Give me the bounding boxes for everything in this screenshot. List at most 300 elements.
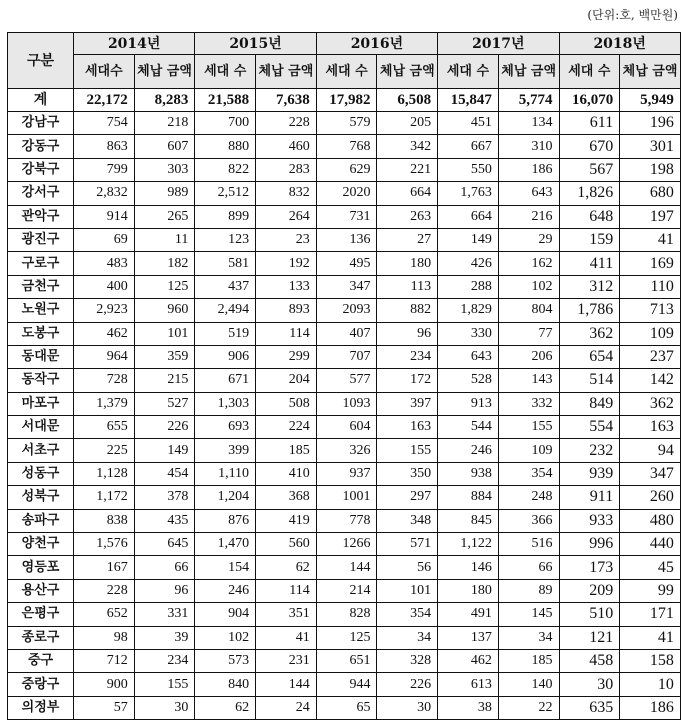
- households-cell: 544: [438, 416, 499, 439]
- households-cell: 670: [559, 135, 620, 158]
- households-cell: 944: [316, 673, 377, 696]
- table-row: [8, 299, 681, 322]
- arrears-amount-cell: 41: [620, 228, 681, 251]
- households-cell: 904: [195, 603, 256, 626]
- arrears-amount-cell: 99: [620, 579, 681, 602]
- arrears-amount-cell: 350: [377, 462, 438, 485]
- table-row: [8, 112, 681, 135]
- households-cell: 2,923: [74, 299, 135, 322]
- households-cell: 312: [559, 275, 620, 298]
- arrears-amount-cell: 645: [134, 533, 195, 556]
- arrears-amount-cell: 224: [256, 416, 317, 439]
- arrears-amount-cell: 186: [620, 696, 681, 719]
- district-name: 중구: [8, 649, 74, 672]
- arrears-amount-cell: 39: [134, 626, 195, 649]
- households-cell: 822: [195, 158, 256, 181]
- arrears-amount-cell: 23: [256, 228, 317, 251]
- district-name: 구로구: [8, 252, 74, 275]
- households-cell: 491: [438, 603, 499, 626]
- households-cell: 1,470: [195, 533, 256, 556]
- district-name: 용산구: [8, 579, 74, 602]
- households-cell: 996: [559, 533, 620, 556]
- households-cell: 651: [316, 649, 377, 672]
- district-name: 서초구: [8, 439, 74, 462]
- households-cell: 828: [316, 603, 377, 626]
- district-name: 동대문: [8, 345, 74, 368]
- households-cell: 914: [74, 205, 135, 228]
- district-name: 서대문: [8, 416, 74, 439]
- arrears-amount-cell: 226: [377, 673, 438, 696]
- table-row: [8, 626, 681, 649]
- district-name: 송파구: [8, 509, 74, 532]
- households-cell: 768: [316, 135, 377, 158]
- households-cell: 232: [559, 439, 620, 462]
- households-cell: 288: [438, 275, 499, 298]
- arrears-amount-cell: 169: [620, 252, 681, 275]
- arrears-amount-cell: 303: [134, 158, 195, 181]
- arrears-amount-cell: 310: [498, 135, 559, 158]
- households-header: 세대 수: [316, 55, 377, 89]
- arrears-amount-cell: 114: [256, 579, 317, 602]
- arrears-amount-cell: 301: [620, 135, 681, 158]
- arrears-amount-cell: 664: [377, 182, 438, 205]
- arrears-amount-cell: 378: [134, 486, 195, 509]
- arrears-amount-cell: 143: [498, 369, 559, 392]
- arrears-amount-cell: 197: [620, 205, 681, 228]
- households-cell: 167: [74, 556, 135, 579]
- households-cell: 573: [195, 649, 256, 672]
- households-cell: 407: [316, 322, 377, 345]
- households-cell: 330: [438, 322, 499, 345]
- households-cell: 462: [438, 649, 499, 672]
- year-header-row: [8, 33, 681, 55]
- arrears-amount-cell: 22: [498, 696, 559, 719]
- households-cell: 1,786: [559, 299, 620, 322]
- district-name: 강남구: [8, 112, 74, 135]
- arrears-amount-cell: 571: [377, 533, 438, 556]
- households-cell: 937: [316, 462, 377, 485]
- households-cell: 845: [438, 509, 499, 532]
- arrears-amount-cell: 145: [498, 603, 559, 626]
- households-cell: 154: [195, 556, 256, 579]
- arrears-amount-cell: 11: [134, 228, 195, 251]
- total-cell: 6,508: [377, 89, 438, 112]
- households-cell: 2,832: [74, 182, 135, 205]
- corner-header: 구분: [8, 33, 74, 89]
- arrears-amount-cell: 960: [134, 299, 195, 322]
- row-label: 계: [8, 89, 74, 112]
- year-header: 2014년: [74, 33, 195, 55]
- households-cell: 519: [195, 322, 256, 345]
- total-cell: 21,588: [195, 89, 256, 112]
- arrears-amount-cell: 264: [256, 205, 317, 228]
- year-header: 2015년: [195, 33, 316, 55]
- arrears-amount-cell: 62: [256, 556, 317, 579]
- arrears-amount-cell: 989: [134, 182, 195, 205]
- district-name: 영등포: [8, 556, 74, 579]
- arrears-amount-cell: 354: [377, 603, 438, 626]
- households-cell: 146: [438, 556, 499, 579]
- households-cell: 884: [438, 486, 499, 509]
- arrears-amount-cell: 218: [134, 112, 195, 135]
- arrears-amount-cell: 149: [134, 439, 195, 462]
- households-cell: 121: [559, 626, 620, 649]
- arrears-amount-cell: 216: [498, 205, 559, 228]
- district-name: 양천구: [8, 533, 74, 556]
- district-name: 금천구: [8, 275, 74, 298]
- district-name: 의정부: [8, 696, 74, 719]
- households-cell: 214: [316, 579, 377, 602]
- households-cell: 451: [438, 112, 499, 135]
- households-cell: 2,494: [195, 299, 256, 322]
- households-cell: 728: [74, 369, 135, 392]
- households-cell: 604: [316, 416, 377, 439]
- households-cell: 838: [74, 509, 135, 532]
- households-cell: 554: [559, 416, 620, 439]
- arrears-amount-cell: 140: [498, 673, 559, 696]
- households-cell: 799: [74, 158, 135, 181]
- households-cell: 629: [316, 158, 377, 181]
- table-row: [8, 509, 681, 532]
- arrears-amount-cell: 180: [377, 252, 438, 275]
- table-row: [8, 696, 681, 719]
- arrears-amount-cell: 27: [377, 228, 438, 251]
- arrears-amount-cell: 185: [256, 439, 317, 462]
- households-cell: 849: [559, 392, 620, 415]
- district-name: 강북구: [8, 158, 74, 181]
- households-header: 세대수: [74, 55, 135, 89]
- arrears-amount-cell: 283: [256, 158, 317, 181]
- arrears-amount-cell: 332: [498, 392, 559, 415]
- arrears-amount-cell: 109: [498, 439, 559, 462]
- arrears-amount-cell: 366: [498, 509, 559, 532]
- households-cell: 899: [195, 205, 256, 228]
- table-row: [8, 369, 681, 392]
- households-cell: 98: [74, 626, 135, 649]
- arrears-amount-cell: 96: [377, 322, 438, 345]
- arrears-amount-cell: 215: [134, 369, 195, 392]
- arrears-amount-cell: 113: [377, 275, 438, 298]
- households-cell: 913: [438, 392, 499, 415]
- sub-header-row: [8, 55, 681, 89]
- district-name: 마포구: [8, 392, 74, 415]
- households-header: 세대 수: [559, 55, 620, 89]
- arrears-amount-cell: 354: [498, 462, 559, 485]
- arrears-amount-cell: 196: [620, 112, 681, 135]
- arrears-amount-cell: 198: [620, 158, 681, 181]
- table-row: [8, 603, 681, 626]
- households-cell: 326: [316, 439, 377, 462]
- arrears-amount-cell: 94: [620, 439, 681, 462]
- households-cell: 911: [559, 486, 620, 509]
- arrears-amount-cell: 101: [134, 322, 195, 345]
- households-cell: 57: [74, 696, 135, 719]
- year-header: 2016년: [316, 33, 437, 55]
- arrears-amount-cell: 10: [620, 673, 681, 696]
- table-row: [8, 416, 681, 439]
- households-cell: 900: [74, 673, 135, 696]
- households-cell: 1093: [316, 392, 377, 415]
- arrears-amount-cell: 607: [134, 135, 195, 158]
- households-cell: 173: [559, 556, 620, 579]
- households-cell: 712: [74, 649, 135, 672]
- households-cell: 577: [316, 369, 377, 392]
- households-cell: 1266: [316, 533, 377, 556]
- households-cell: 1,303: [195, 392, 256, 415]
- households-cell: 483: [74, 252, 135, 275]
- table-row: [8, 182, 681, 205]
- households-cell: 1,576: [74, 533, 135, 556]
- arrears-amount-cell: 66: [134, 556, 195, 579]
- arrears-amount-cell: 163: [620, 416, 681, 439]
- households-cell: 1,826: [559, 182, 620, 205]
- arrears-amount-cell: 560: [256, 533, 317, 556]
- arrears-amount-cell: 155: [498, 416, 559, 439]
- table-row: [8, 392, 681, 415]
- arrears-amount-cell: 397: [377, 392, 438, 415]
- households-cell: 1,204: [195, 486, 256, 509]
- unit-note: (단위:호, 백만원): [587, 8, 678, 22]
- arrears-amount-cell: 102: [498, 275, 559, 298]
- arrears-amount-cell: 205: [377, 112, 438, 135]
- total-cell: 17,982: [316, 89, 377, 112]
- district-name: 강동구: [8, 135, 74, 158]
- households-cell: 1001: [316, 486, 377, 509]
- total-cell: 5,949: [620, 89, 681, 112]
- district-name: 강서구: [8, 182, 74, 205]
- households-cell: 643: [438, 345, 499, 368]
- households-cell: 510: [559, 603, 620, 626]
- arrears-amount-cell: 162: [498, 252, 559, 275]
- arrears-amount-cell: 171: [620, 603, 681, 626]
- households-cell: 700: [195, 112, 256, 135]
- table-row: [8, 533, 681, 556]
- households-cell: 144: [316, 556, 377, 579]
- arrears-amount-cell: 134: [498, 112, 559, 135]
- households-cell: 1,763: [438, 182, 499, 205]
- households-cell: 149: [438, 228, 499, 251]
- arrears-amount-cell: 348: [377, 509, 438, 532]
- households-cell: 209: [559, 579, 620, 602]
- households-cell: 62: [195, 696, 256, 719]
- total-cell: 7,638: [256, 89, 317, 112]
- arrears-amount-header: 체납 금액: [256, 55, 317, 89]
- arrears-amount-cell: 56: [377, 556, 438, 579]
- households-cell: 1,172: [74, 486, 135, 509]
- arrears-amount-cell: 24: [256, 696, 317, 719]
- arrears-amount-cell: 347: [620, 462, 681, 485]
- households-cell: 180: [438, 579, 499, 602]
- arrears-amount-cell: 713: [620, 299, 681, 322]
- arrears-amount-cell: 419: [256, 509, 317, 532]
- arrears-amount-cell: 460: [256, 135, 317, 158]
- arrears-amount-cell: 155: [377, 439, 438, 462]
- arrears-amount-cell: 172: [377, 369, 438, 392]
- households-cell: 1,379: [74, 392, 135, 415]
- arrears-amount-cell: 832: [256, 182, 317, 205]
- arrears-amount-cell: 30: [134, 696, 195, 719]
- households-cell: 863: [74, 135, 135, 158]
- households-cell: 102: [195, 626, 256, 649]
- households-cell: 1,110: [195, 462, 256, 485]
- arrears-amount-cell: 192: [256, 252, 317, 275]
- arrears-amount-cell: 331: [134, 603, 195, 626]
- arrears-amount-cell: 226: [134, 416, 195, 439]
- households-cell: 652: [74, 603, 135, 626]
- arrears-amount-cell: 260: [620, 486, 681, 509]
- arrears-amount-cell: 231: [256, 649, 317, 672]
- total-row: [8, 89, 681, 112]
- arrears-amount-cell: 480: [620, 509, 681, 532]
- households-cell: 2093: [316, 299, 377, 322]
- year-header: 2018년: [559, 33, 680, 55]
- households-cell: 611: [559, 112, 620, 135]
- households-header: 세대 수: [438, 55, 499, 89]
- arrears-amount-cell: 516: [498, 533, 559, 556]
- district-name: 종로구: [8, 626, 74, 649]
- households-cell: 635: [559, 696, 620, 719]
- arrears-amount-cell: 234: [134, 649, 195, 672]
- arrears-amount-cell: 508: [256, 392, 317, 415]
- households-cell: 246: [195, 579, 256, 602]
- households-cell: 648: [559, 205, 620, 228]
- arrears-amount-cell: 440: [620, 533, 681, 556]
- arrears-amount-cell: 34: [498, 626, 559, 649]
- households-cell: 613: [438, 673, 499, 696]
- households-cell: 65: [316, 696, 377, 719]
- households-cell: 400: [74, 275, 135, 298]
- year-header: 2017년: [438, 33, 559, 55]
- arrears-amount-cell: 182: [134, 252, 195, 275]
- table-row: [8, 486, 681, 509]
- table-row: [8, 556, 681, 579]
- households-cell: 933: [559, 509, 620, 532]
- arrears-amount-cell: 45: [620, 556, 681, 579]
- arrears-amount-cell: 34: [377, 626, 438, 649]
- arrears-amount-cell: 77: [498, 322, 559, 345]
- arrears-amount-cell: 41: [256, 626, 317, 649]
- district-name: 성북구: [8, 486, 74, 509]
- district-name: 도봉구: [8, 322, 74, 345]
- arrears-amount-cell: 299: [256, 345, 317, 368]
- households-cell: 939: [559, 462, 620, 485]
- arrears-amount-cell: 228: [256, 112, 317, 135]
- households-cell: 228: [74, 579, 135, 602]
- households-cell: 754: [74, 112, 135, 135]
- district-name: 성동구: [8, 462, 74, 485]
- households-cell: 495: [316, 252, 377, 275]
- arrears-amount-header: 체납 금액: [377, 55, 438, 89]
- arrears-amount-cell: 297: [377, 486, 438, 509]
- arrears-amount-cell: 109: [620, 322, 681, 345]
- households-cell: 2020: [316, 182, 377, 205]
- households-cell: 655: [74, 416, 135, 439]
- households-cell: 731: [316, 205, 377, 228]
- arrears-amount-cell: 359: [134, 345, 195, 368]
- households-cell: 225: [74, 439, 135, 462]
- arrears-table: [7, 32, 681, 720]
- arrears-amount-cell: 342: [377, 135, 438, 158]
- arrears-amount-cell: 125: [134, 275, 195, 298]
- arrears-amount-cell: 410: [256, 462, 317, 485]
- table-row: [8, 135, 681, 158]
- arrears-amount-cell: 435: [134, 509, 195, 532]
- households-cell: 426: [438, 252, 499, 275]
- households-cell: 2,512: [195, 182, 256, 205]
- table-row: [8, 158, 681, 181]
- table-row: [8, 205, 681, 228]
- households-cell: 693: [195, 416, 256, 439]
- table-row: [8, 579, 681, 602]
- total-cell: 5,774: [498, 89, 559, 112]
- total-cell: 16,070: [559, 89, 620, 112]
- arrears-amount-cell: 186: [498, 158, 559, 181]
- households-cell: 462: [74, 322, 135, 345]
- households-cell: 159: [559, 228, 620, 251]
- arrears-amount-cell: 263: [377, 205, 438, 228]
- district-name: 동작구: [8, 369, 74, 392]
- table-row: [8, 439, 681, 462]
- total-cell: 8,283: [134, 89, 195, 112]
- arrears-amount-cell: 882: [377, 299, 438, 322]
- households-cell: 137: [438, 626, 499, 649]
- households-cell: 69: [74, 228, 135, 251]
- arrears-amount-header: 체납 금액: [134, 55, 195, 89]
- arrears-amount-cell: 144: [256, 673, 317, 696]
- arrears-amount-cell: 328: [377, 649, 438, 672]
- arrears-amount-cell: 368: [256, 486, 317, 509]
- table-row: [8, 673, 681, 696]
- arrears-amount-cell: 221: [377, 158, 438, 181]
- arrears-amount-cell: 204: [256, 369, 317, 392]
- table-row: [8, 649, 681, 672]
- table-row: [8, 275, 681, 298]
- table-row: [8, 322, 681, 345]
- households-cell: 664: [438, 205, 499, 228]
- households-cell: 906: [195, 345, 256, 368]
- households-cell: 123: [195, 228, 256, 251]
- households-cell: 938: [438, 462, 499, 485]
- arrears-amount-cell: 110: [620, 275, 681, 298]
- households-cell: 654: [559, 345, 620, 368]
- arrears-amount-cell: 89: [498, 579, 559, 602]
- households-cell: 30: [559, 673, 620, 696]
- arrears-amount-cell: 142: [620, 369, 681, 392]
- households-cell: 136: [316, 228, 377, 251]
- arrears-amount-cell: 234: [377, 345, 438, 368]
- district-name: 중랑구: [8, 673, 74, 696]
- total-cell: 22,172: [74, 89, 135, 112]
- households-cell: 514: [559, 369, 620, 392]
- households-cell: 579: [316, 112, 377, 135]
- households-header: 세대 수: [195, 55, 256, 89]
- households-cell: 876: [195, 509, 256, 532]
- district-name: 광진구: [8, 228, 74, 251]
- households-cell: 1,128: [74, 462, 135, 485]
- households-cell: 671: [195, 369, 256, 392]
- district-name: 노원구: [8, 299, 74, 322]
- arrears-amount-cell: 66: [498, 556, 559, 579]
- arrears-amount-cell: 362: [620, 392, 681, 415]
- households-cell: 778: [316, 509, 377, 532]
- households-cell: 1,829: [438, 299, 499, 322]
- households-cell: 880: [195, 135, 256, 158]
- table-row: [8, 462, 681, 485]
- households-cell: 347: [316, 275, 377, 298]
- arrears-amount-cell: 680: [620, 182, 681, 205]
- table-row: [8, 252, 681, 275]
- households-cell: 246: [438, 439, 499, 462]
